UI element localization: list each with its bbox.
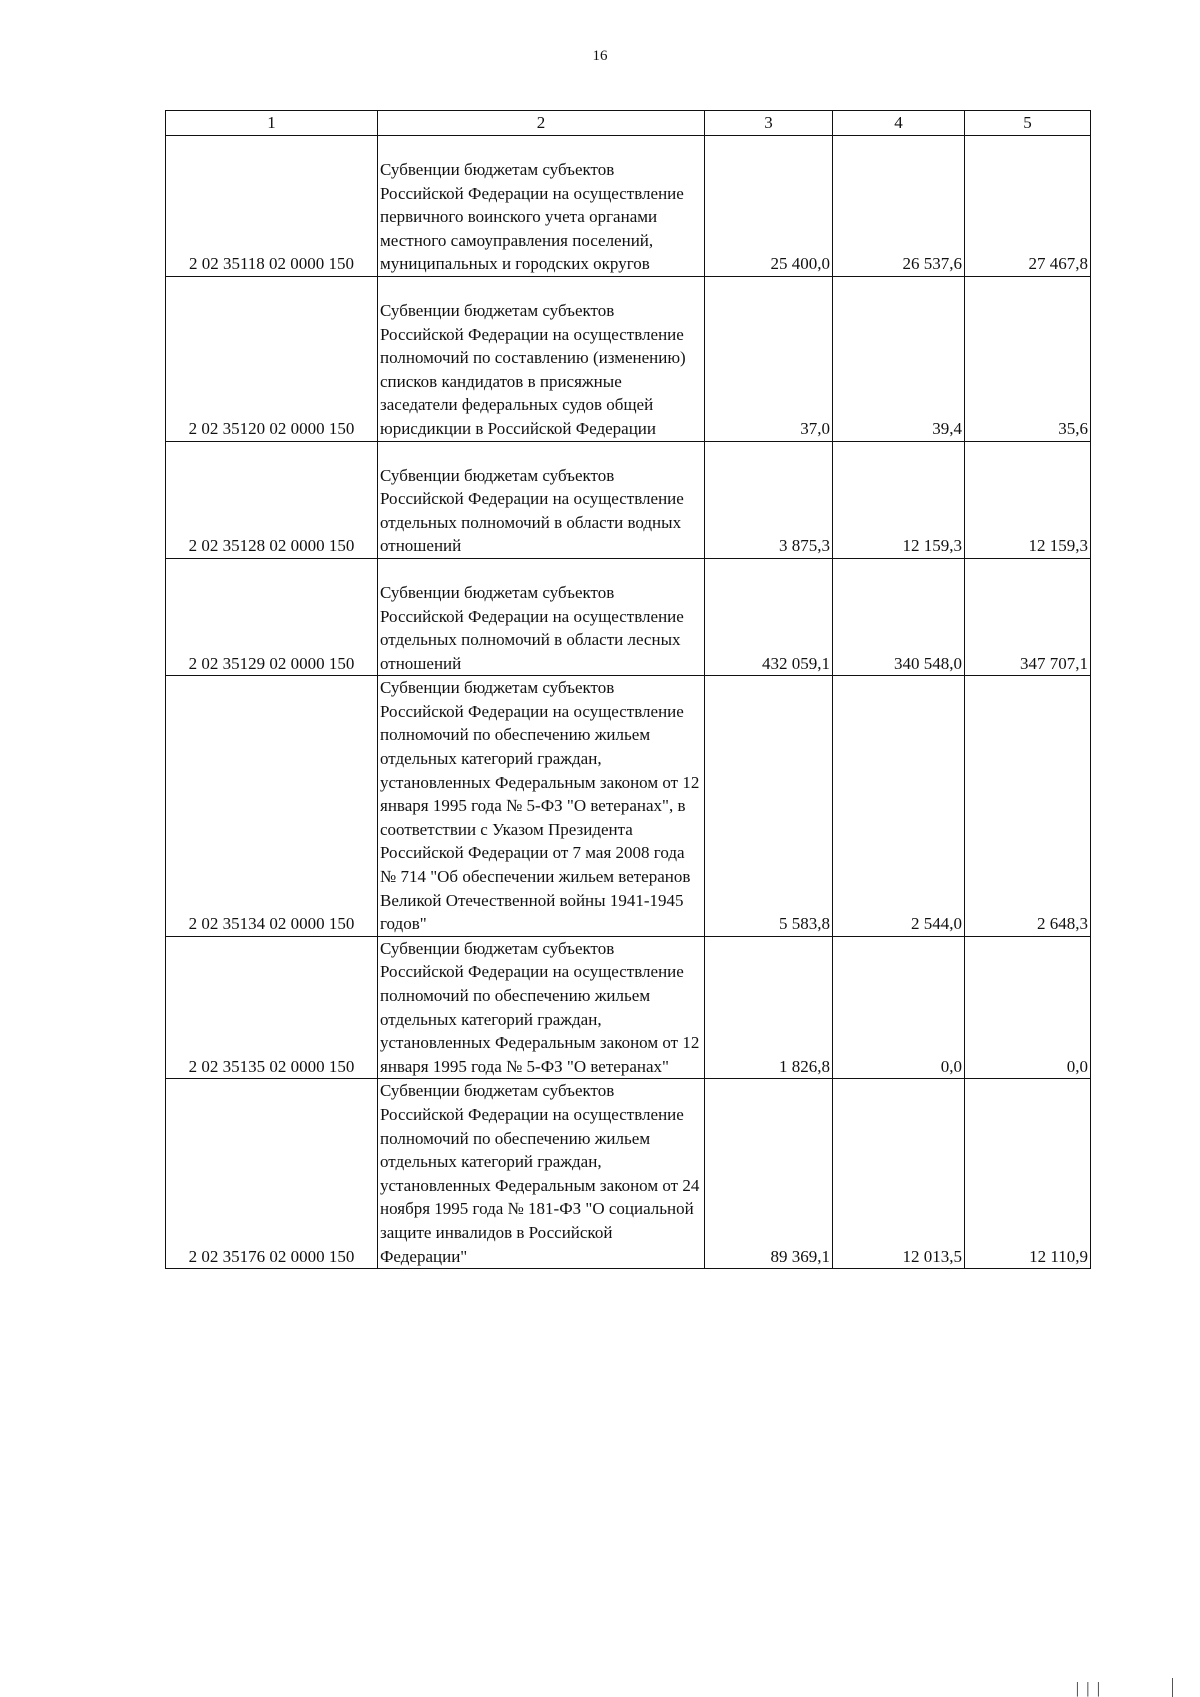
scan-edge-marks: │││ — [1073, 1682, 1105, 1696]
row-code: 2 02 35134 02 0000 150 — [166, 676, 378, 937]
row-name: Субвенции бюджетам субъектов Российской Федерации на осуществление полномочий по обеспечению жильем отдельных категорий граждан, установленных Федеральным законом от 24 ноября 1995 года № 181-ФЗ "О социальной защите инвалидов в Российской Федерации" — [378, 1079, 705, 1269]
row-value-4: 0,0 — [833, 936, 965, 1079]
header-col-3: 3 — [705, 111, 833, 136]
row-code: 2 02 35129 02 0000 150 — [166, 558, 378, 675]
row-value-3: 5 583,8 — [705, 676, 833, 937]
table-row — [166, 558, 1091, 675]
scan-edge-bar — [1172, 1678, 1173, 1697]
table-row — [166, 676, 1091, 937]
row-name: Субвенции бюджетам субъектов Российской Федерации на осуществление полномочий по обеспечению жильем отдельных категорий граждан, установленных Федеральным законом от 12 января 1995 года № 5-ФЗ "О ветеранах" — [378, 936, 705, 1079]
table-row — [166, 136, 1091, 277]
row-name — [378, 276, 705, 441]
header-col-4: 4 — [833, 111, 965, 136]
row-value-3: 37,0 — [705, 276, 833, 441]
row-value-4: 39,4 — [833, 276, 965, 441]
row-value-4: 26 537,6 — [833, 136, 965, 277]
row-value-5: 35,6 — [965, 276, 1091, 441]
row-code: 2 02 35128 02 0000 150 — [166, 441, 378, 558]
row-value-5: 27 467,8 — [965, 136, 1091, 277]
row-value-3: 1 826,8 — [705, 936, 833, 1079]
header-col-2: 2 — [378, 111, 705, 136]
row-value-3: 89 369,1 — [705, 1079, 833, 1269]
row-name-text: Субвенции бюджетам субъектов Российской Федерации на осуществление отдельных полномочий в области лесных отношений — [380, 582, 684, 673]
row-name — [378, 136, 705, 277]
header-col-5: 5 — [965, 111, 1091, 136]
row-value-3: 3 875,3 — [705, 441, 833, 558]
row-name-text: Субвенции бюджетам субъектов Российской Федерации на осуществление отдельных полномочий в области водных отношений — [380, 465, 684, 556]
row-code: 2 02 35118 02 0000 150 — [166, 136, 378, 277]
row-value-4: 2 544,0 — [833, 676, 965, 937]
row-name — [378, 558, 705, 675]
row-value-5: 0,0 — [965, 936, 1091, 1079]
budget-table — [165, 110, 1091, 1269]
row-value-5: 347 707,1 — [965, 558, 1091, 675]
row-code: 2 02 35135 02 0000 150 — [166, 936, 378, 1079]
row-name: Субвенции бюджетам субъектов Российской Федерации на осуществление полномочий по обеспечению жильем отдельных категорий граждан, установленных Федеральным законом от 12 января 1995 года № 5-ФЗ "О ветеранах", в соответствии с Указом Президента Российской Федерации от 7 мая 2008 года № 714 "Об обеспечении жильем ветеранов Великой Отечественной войны 1941-1945 годов" — [378, 676, 705, 937]
header-row — [166, 111, 1091, 136]
row-value-3: 432 059,1 — [705, 558, 833, 675]
row-value-3: 25 400,0 — [705, 136, 833, 277]
row-value-4: 12 159,3 — [833, 441, 965, 558]
table-row — [166, 936, 1091, 1079]
table-row — [166, 441, 1091, 558]
row-value-4: 340 548,0 — [833, 558, 965, 675]
row-name-text: Субвенции бюджетам субъектов Российской Федерации на осуществление полномочий по составлению (изменению) списков кандидатов в присяжные заседатели федеральных судов общей юрисдикции в Российской Федерации — [380, 300, 686, 438]
row-code: 2 02 35176 02 0000 150 — [166, 1079, 378, 1269]
table-row — [166, 1079, 1091, 1269]
header-col-1: 1 — [166, 111, 378, 136]
row-value-4: 12 013,5 — [833, 1079, 965, 1269]
row-value-5: 12 110,9 — [965, 1079, 1091, 1269]
row-value-5: 12 159,3 — [965, 441, 1091, 558]
page-number: 16 — [592, 48, 608, 64]
row-code: 2 02 35120 02 0000 150 — [166, 276, 378, 441]
row-name-text: Субвенции бюджетам субъектов Российской Федерации на осуществление первичного воинского учета органами местного самоуправления поселений, муниципальных и городских округов — [380, 160, 684, 274]
row-name — [378, 441, 705, 558]
table-row — [166, 276, 1091, 441]
row-value-5: 2 648,3 — [965, 676, 1091, 937]
